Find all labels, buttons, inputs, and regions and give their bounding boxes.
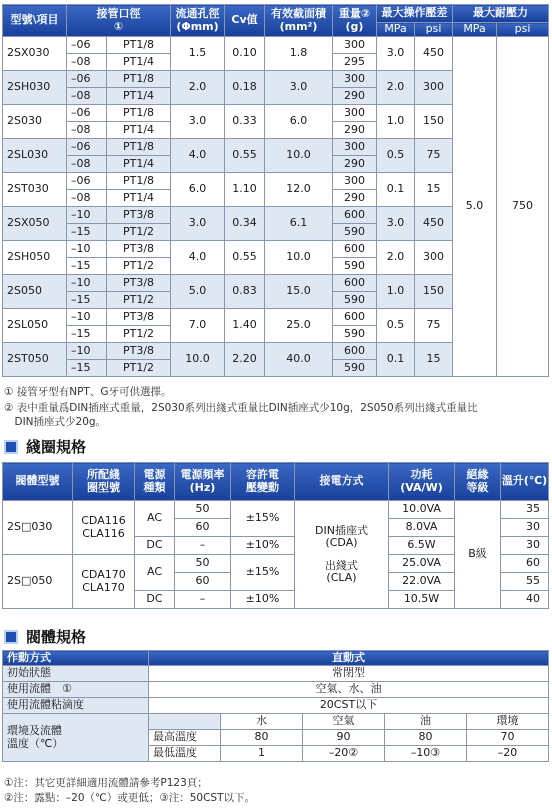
weight-value: 590 [333,292,377,309]
power-type: AC [135,555,175,591]
header-power: 功耗 (VA/W) [389,463,455,501]
model-code: –10 [67,275,107,292]
frequency: – [175,537,231,555]
model-code: –15 [67,258,107,275]
proof-pressure-psi: 750 [497,37,549,377]
area-value: 1.8 [265,37,333,71]
table1-note-2: ② 表中重量爲DIN插座式重量，2S030系列出綫式重量比DIN插座式少10g，2S050系列出綫式重量比 [4,402,478,414]
frequency: – [175,591,231,609]
coil-model: CDA170 CLA170 [73,555,135,609]
weight-value: 590 [333,326,377,343]
body-spec-title [4,626,86,647]
weight-value: 590 [333,224,377,241]
weight-value: 300 [333,173,377,190]
header-port [67,5,171,37]
port-size: PT1/2 [107,258,171,275]
body-spec-table [2,650,549,762]
header-orifice-text: 流通孔徑 [175,7,220,21]
max-pressure-psi: 150 [415,275,453,309]
cv-value: 0.83 [225,275,265,309]
max-pressure-mpa: 2.0 [377,241,415,275]
env-temp-label: 環境及流體 溫度（℃） [3,714,149,762]
header-weight-unit: (g) [345,19,364,33]
area-value: 6.1 [265,207,333,241]
temp-rise: 60 [501,555,549,573]
port-size: PT3/8 [107,241,171,258]
max-pressure-mpa: 0.1 [377,173,415,207]
max-pressure-psi: 15 [415,343,453,377]
power-type: DC [135,591,175,609]
header-weight [333,5,377,37]
port-size: PT1/8 [107,71,171,88]
max-pressure-psi: 300 [415,71,453,105]
table-row [3,698,549,714]
connection-lead: 出綫式 (CLA) [325,558,358,584]
env-col-header: 環境 [467,714,549,730]
model-code: –10 [67,309,107,326]
model-code: –06 [67,37,107,54]
orifice-value: 7.0 [171,309,225,343]
header-area-unit: (mm²) [279,19,318,33]
header-port-note: ① [113,19,124,33]
port-size: PT1/4 [107,122,171,139]
cv-value: 0.10 [225,37,265,71]
model-name: 2SH050 [3,241,67,275]
cv-value: 2.20 [225,343,265,377]
model-code: –08 [67,190,107,207]
orifice-value: 4.0 [171,241,225,275]
frequency: 50 [175,501,231,519]
min-temp-label: 最低溫度 [149,746,221,762]
weight-value: 590 [333,360,377,377]
action-value: 直動式 [149,651,549,666]
port-size: PT1/2 [107,360,171,377]
port-size: PT1/2 [107,224,171,241]
max-pressure-psi: 300 [415,241,453,275]
weight-value: 600 [333,275,377,292]
action-label: 作動方式 [3,651,149,666]
min-temp-value: –20② [303,746,385,762]
area-value: 10.0 [265,241,333,275]
max-pressure-psi: 15 [415,173,453,207]
weight-value: 290 [333,190,377,207]
header-max-pressure: 最大操作壓差 [377,5,453,23]
header-port-text: 接管口徑 [96,7,141,21]
frequency: 60 [175,573,231,591]
temp-rise: 40 [501,591,549,609]
max-pressure-mpa: 2.0 [377,71,415,105]
header-body-model: 閥體型號 [3,463,73,501]
header-area [265,5,333,37]
orifice-value: 4.0 [171,139,225,173]
header-orifice-unit: (Φmm) [176,19,219,33]
visc-label: 使用流體粘滴度 [3,698,149,714]
max-pressure-mpa: 3.0 [377,207,415,241]
area-value: 15.0 [265,275,333,309]
model-name: 2SX050 [3,207,67,241]
cv-value: 0.55 [225,241,265,275]
area-value: 10.0 [265,139,333,173]
area-value: 12.0 [265,173,333,207]
header-coil-model: 所配綫 圈型號 [73,463,135,501]
env-col-header: 油 [385,714,467,730]
max-temp-value: 70 [467,730,549,746]
connection-type [295,501,389,609]
weight-value: 600 [333,309,377,326]
model-code: –15 [67,292,107,309]
env-col-header: 水 [221,714,303,730]
temp-rise: 35 [501,501,549,519]
body-model: 2S□050 [3,555,73,609]
cv-value: 1.40 [225,309,265,343]
table1-note-1: ① 接管牙型有NPT、G牙可供選擇。 [4,386,172,398]
header-frequency: 電源頻率 (Hz) [175,463,231,501]
table-row [3,666,549,682]
fluid-value: 空氣、水、油 [149,682,549,698]
section-bullet-icon [4,440,18,454]
cv-value: 0.18 [225,71,265,105]
area-value: 6.0 [265,105,333,139]
header-orifice [171,5,225,37]
weight-value: 290 [333,88,377,105]
temp-rise: 30 [501,537,549,555]
model-code: –08 [67,88,107,105]
max-temp-value: 80 [221,730,303,746]
table-row [3,501,549,519]
model-code: –08 [67,156,107,173]
model-code: –06 [67,71,107,88]
init-label: 初始狀態 [3,666,149,682]
table-row [3,651,549,666]
weight-value: 295 [333,54,377,71]
area-value: 25.0 [265,309,333,343]
model-name: 2ST030 [3,173,67,207]
model-name: 2S030 [3,105,67,139]
cv-value: 0.33 [225,105,265,139]
max-pressure-mpa: 0.1 [377,343,415,377]
port-size: PT3/8 [107,343,171,360]
header-temp-rise: 溫升(℃) [501,463,549,501]
model-code: –10 [67,241,107,258]
cv-value: 1.10 [225,173,265,207]
max-pressure-psi: 75 [415,309,453,343]
max-temp-label: 最高溫度 [149,730,221,746]
weight-value: 600 [333,241,377,258]
blank-cell [149,714,221,730]
orifice-value: 10.0 [171,343,225,377]
port-size: PT1/8 [107,105,171,122]
max-pressure-mpa: 3.0 [377,37,415,71]
model-name: 2SL050 [3,309,67,343]
header-type: 型號\項目 [3,5,67,37]
port-size: PT3/8 [107,309,171,326]
header-connection: 接電方式 [295,463,389,501]
orifice-value: 3.0 [171,105,225,139]
fluid-label: 使用流體 ① [3,682,149,698]
weight-value: 300 [333,37,377,54]
table-row [3,37,549,54]
weight-value: 590 [333,258,377,275]
model-code: –15 [67,326,107,343]
port-size: PT1/8 [107,139,171,156]
header-area-text: 有效截面積 [271,7,326,21]
env-col-header: 空氣 [303,714,385,730]
weight-value: 600 [333,207,377,224]
voltage-tolerance: ±15% [231,555,295,591]
cv-value: 0.55 [225,139,265,173]
voltage-tolerance: ±10% [231,591,295,609]
voltage-tolerance: ±15% [231,501,295,537]
model-code: –08 [67,54,107,71]
model-name: 2SH030 [3,71,67,105]
header-max-mpa: MPa [377,23,415,37]
table-row [3,5,549,23]
header-proof-pressure: 最大耐壓力 [453,5,549,23]
coil-spec-title [4,436,86,457]
weight-value: 300 [333,71,377,88]
max-pressure-psi: 450 [415,207,453,241]
header-proof-mpa: MPa [453,23,497,37]
section-bullet-icon [4,630,18,644]
header-weight-text: 重量② [338,7,371,21]
frequency: 60 [175,519,231,537]
temp-rise: 55 [501,573,549,591]
max-pressure-psi: 150 [415,105,453,139]
min-temp-value: –20 [467,746,549,762]
weight-value: 600 [333,343,377,360]
voltage-tolerance: ±10% [231,537,295,555]
cv-value: 0.34 [225,207,265,241]
header-max-psi: psi [415,23,453,37]
body-spec-title-text: 閥體規格 [26,628,87,646]
port-size: PT1/4 [107,190,171,207]
orifice-value: 5.0 [171,275,225,309]
header-insulation: 絕緣 等級 [455,463,501,501]
port-size: PT3/8 [107,275,171,292]
max-pressure-psi: 75 [415,139,453,173]
insulation-class: B級 [455,501,501,609]
table-row [3,714,549,730]
model-code: –06 [67,139,107,156]
header-power-type: 電源 種類 [135,463,175,501]
power-consumption: 6.5W [389,537,455,555]
model-code: –06 [67,173,107,190]
port-size: PT3/8 [107,207,171,224]
header-voltage-tolerance: 容許電 壓變動 [231,463,295,501]
coil-model: CDA116 CLA116 [73,501,135,555]
table1-note-3: DIN插座式少20g。 [4,416,107,428]
weight-value: 300 [333,105,377,122]
weight-value: 290 [333,156,377,173]
header-proof-psi: psi [497,23,549,37]
frequency: 50 [175,555,231,573]
power-type: AC [135,501,175,537]
weight-value: 300 [333,139,377,156]
area-value: 3.0 [265,71,333,105]
model-name: 2SL030 [3,139,67,173]
power-consumption: 8.0VA [389,519,455,537]
max-pressure-mpa: 0.5 [377,309,415,343]
power-consumption: 25.0VA [389,555,455,573]
coil-spec-title-text: 綫圈規格 [26,438,87,456]
power-consumption: 10.5W [389,591,455,609]
visc-value: 20CST以下 [149,698,549,714]
port-size: PT1/8 [107,173,171,190]
coil-spec-table [2,462,549,609]
table3-note-2: ②注：露點：–20（℃）或更低；③注：50CST以下。 [4,792,255,804]
port-size: PT1/4 [107,54,171,71]
orifice-value: 1.5 [171,37,225,71]
max-pressure-mpa: 1.0 [377,275,415,309]
port-size: PT1/4 [107,156,171,173]
power-consumption: 10.0VA [389,501,455,519]
model-code: –10 [67,343,107,360]
port-size: PT1/2 [107,292,171,309]
body-model: 2S□030 [3,501,73,555]
orifice-value: 6.0 [171,173,225,207]
connection-din: DIN插座式 (CDA) [315,524,368,550]
max-pressure-mpa: 1.0 [377,105,415,139]
max-pressure-psi: 450 [415,37,453,71]
init-value: 常閉型 [149,666,549,682]
orifice-value: 3.0 [171,207,225,241]
min-temp-value: –10③ [385,746,467,762]
max-temp-value: 80 [385,730,467,746]
orifice-value: 2.0 [171,71,225,105]
model-code: –15 [67,360,107,377]
proof-pressure-mpa: 5.0 [453,37,497,377]
model-code: –06 [67,105,107,122]
header-cv: Cv值 [225,5,265,37]
table-row [3,463,549,501]
temp-rise: 30 [501,519,549,537]
model-code: –08 [67,122,107,139]
table-row [3,682,549,698]
max-pressure-mpa: 0.5 [377,139,415,173]
model-name: 2ST050 [3,343,67,377]
table3-note-1: ①注：其它更詳細適用流體請參考P123頁； [4,777,208,789]
area-value: 40.0 [265,343,333,377]
model-code: –10 [67,207,107,224]
model-code: –15 [67,224,107,241]
weight-value: 290 [333,122,377,139]
valve-spec-table [2,4,549,377]
min-temp-value: 1 [221,746,303,762]
model-name: 2SX030 [3,37,67,71]
power-type: DC [135,537,175,555]
power-consumption: 22.0VA [389,573,455,591]
model-name: 2S050 [3,275,67,309]
port-size: PT1/4 [107,88,171,105]
port-size: PT1/8 [107,37,171,54]
max-temp-value: 90 [303,730,385,746]
port-size: PT1/2 [107,326,171,343]
